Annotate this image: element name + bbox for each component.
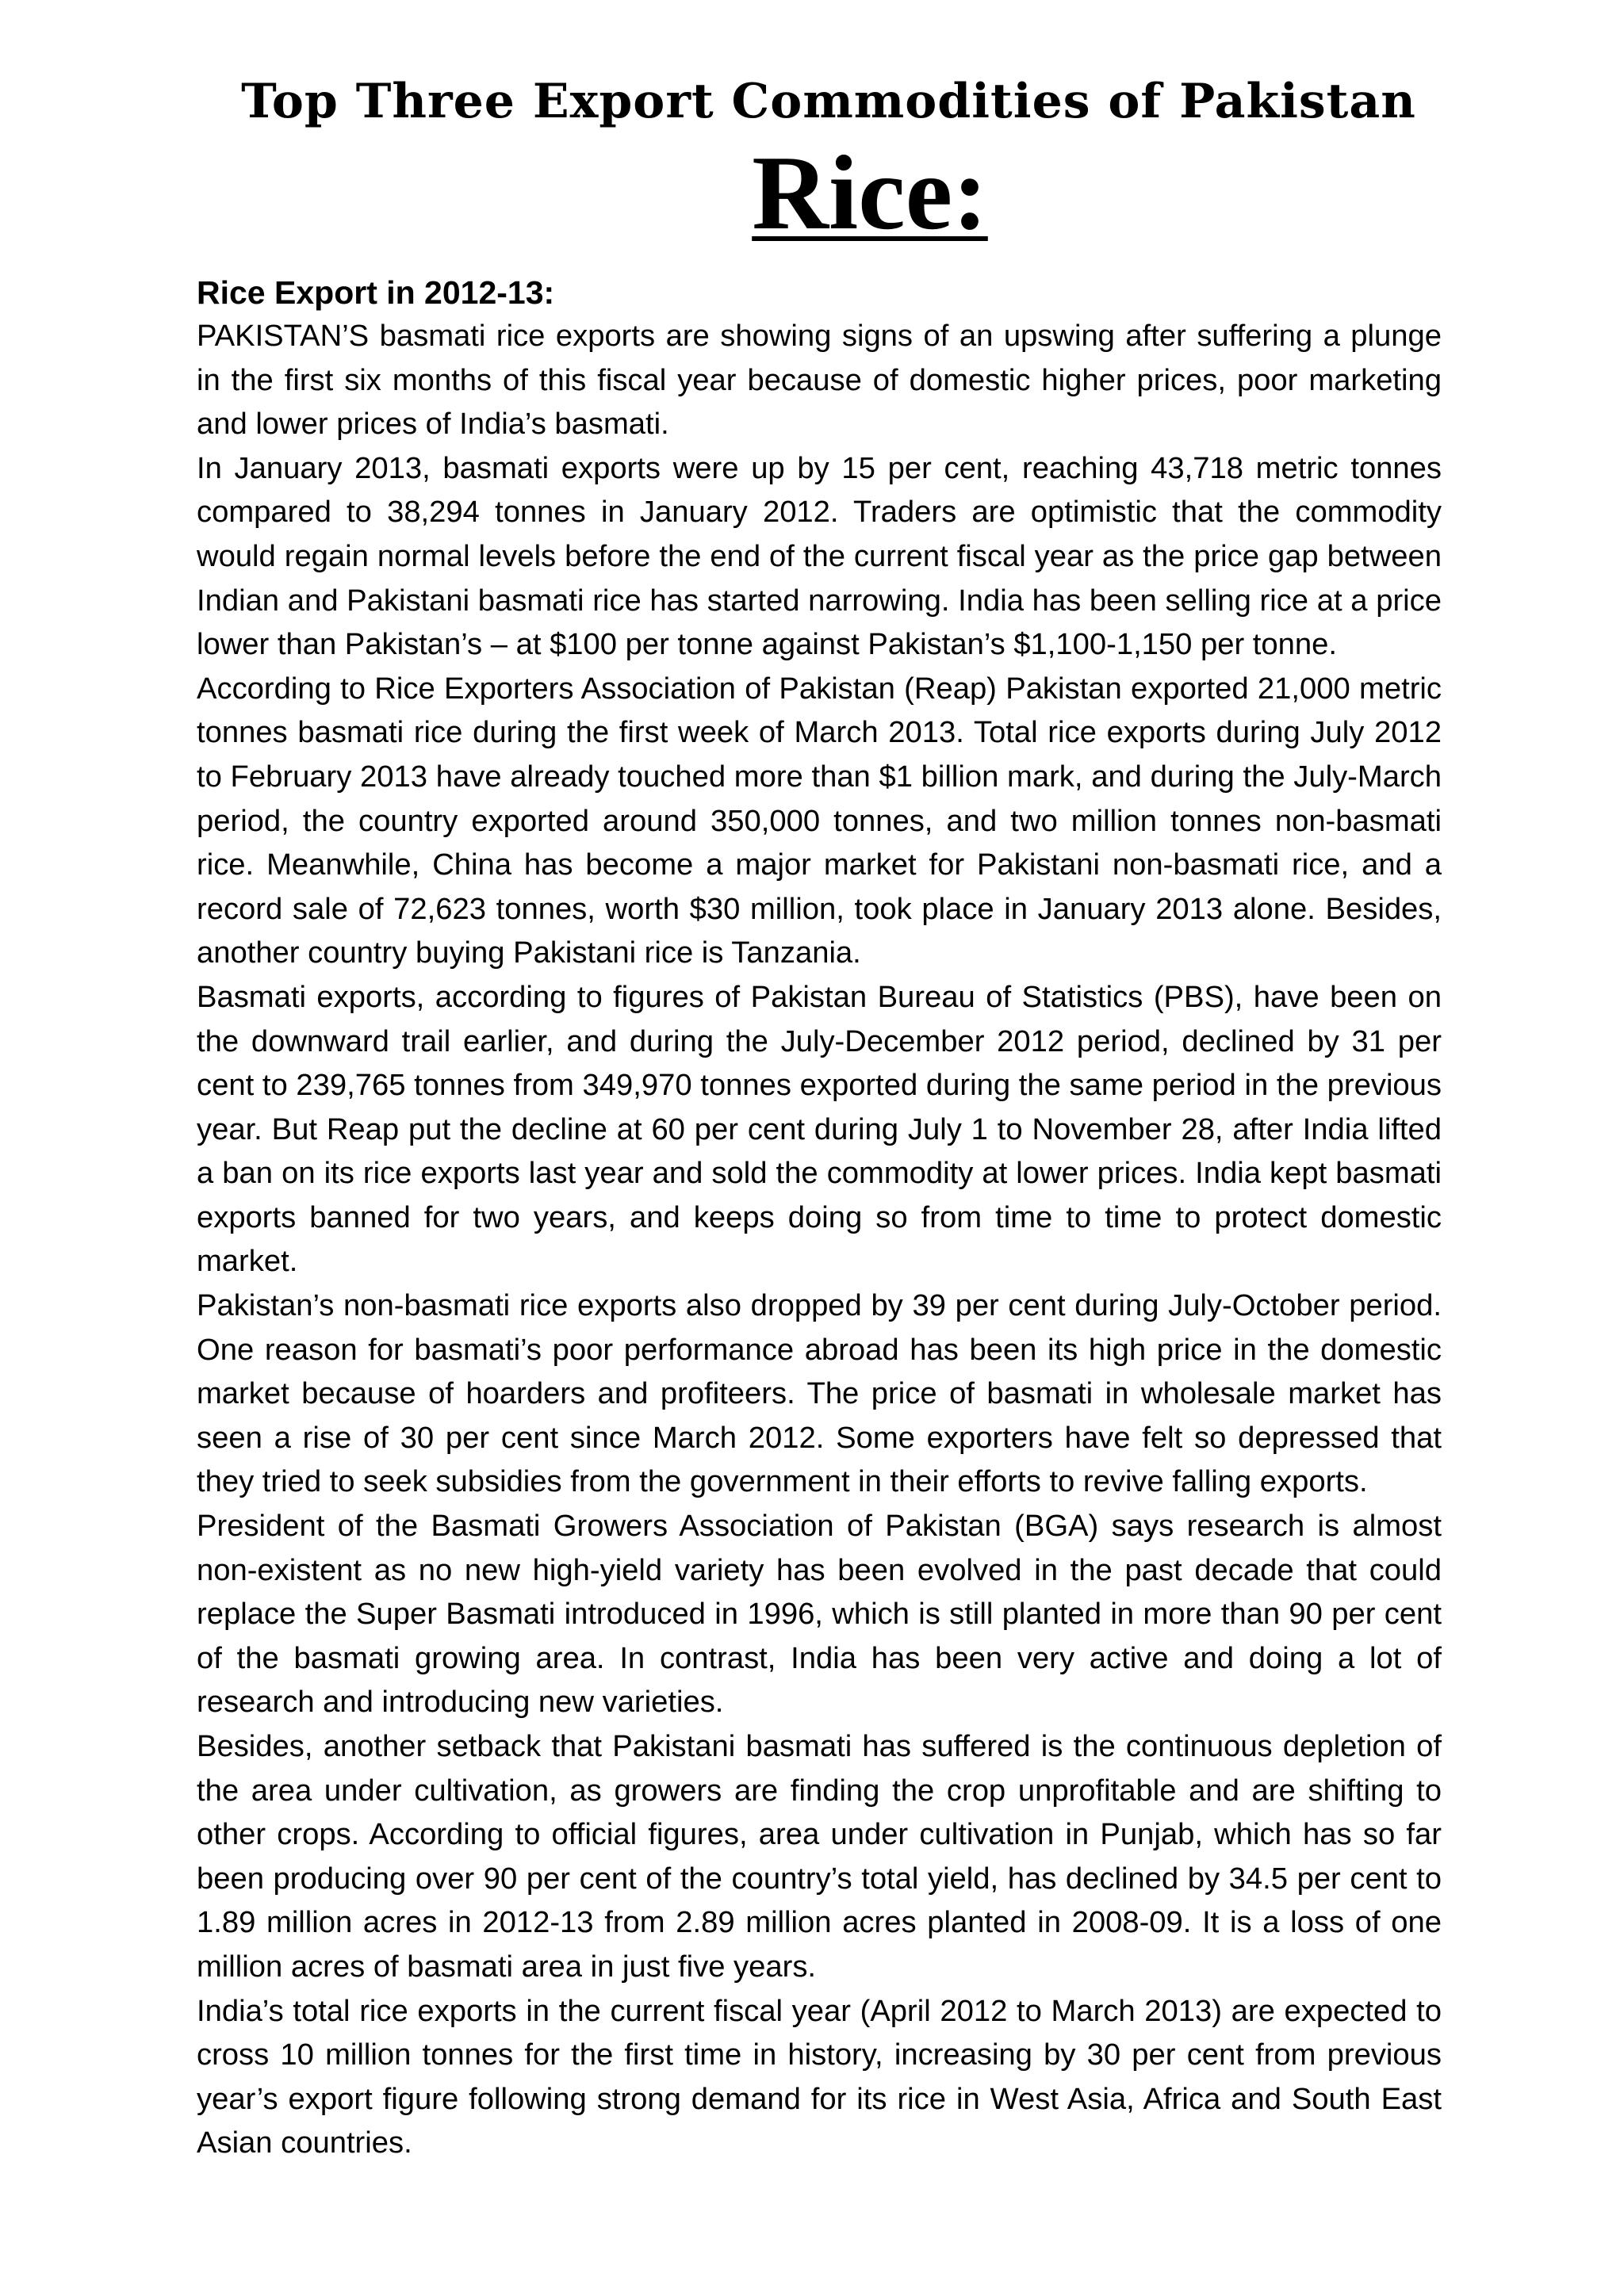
paragraph-7: Besides, another setback that Pakistani basmati has suffered is the continuous depletion of the area under cultivation, as growers are finding the crop unprofitable and are shifting to other crops. According to official figures, area under cultivation in Punjab, which has so far been producing over 90 per cent of the country’s total yield, has declined by 34.5 per cent to 1.89 million acres in 2012-13 from 2.89 million acres planted in 2008-09. It is a loss of one million acres of basmati area in just five years.: [197, 1729, 1442, 1984]
section-title-text: Rice:: [752, 134, 988, 251]
document-title: Top Three Export Commodities of Pakistan: [241, 74, 1416, 129]
paragraph-8: India’s total rice exports in the current fiscal year (April 2012 to March 2013) are expected to cross 10 million tonnes for the first time in history, increasing by 30 per cent from previous year’s export figure following strong demand for its rice in West Asia, Africa and South East Asian countries.: [197, 1993, 1442, 2160]
document-page: [197, 70, 1442, 2165]
paragraph-6: President of the Basmati Growers Association of Pakistan (BGA) says research is almost non-existent as no new high-yield variety has been evolved in the past decade that could replace the Super Basmati introduced in 1996, which is still planted in more than 90 per cent of the basmati growing area. In contrast, India has been very active and doing a lot of research and introducing new varieties.: [197, 1509, 1442, 1720]
paragraph-4: Basmati exports, according to figures of Pakistan Bureau of Statistics (PBS), have been on the downward trail earlier, and during the July-December 2012 period, declined by 31 per cent to 239,765 tonnes from 349,970 tonnes exported during the same period in the previous year. But Reap put the decline at 60 per cent during July 1 to November 28, after India lifted a ban on its rice exports last year and sold the commodity at lower prices. India kept basmati exports banned for two years, and keeps doing so from time to time to protect domestic market.: [197, 979, 1442, 1279]
section-title: [197, 133, 1442, 252]
subheading: Rice Export in 2012-13:: [197, 274, 555, 311]
paragraph-5: Pakistan’s non-basmati rice exports also dropped by 39 per cent during July-October period. One reason for basmati’s poor performance abroad has been its high price in the domestic market because of hoarders and profiteers. The price of basmati in wholesale market has seen a rise of 30 per cent since March 2012. Some exporters have felt so depressed that they tried to seek subsidies from the government in their efforts to revive falling exports.: [197, 1288, 1442, 1499]
paragraph-2: In January 2013, basmati exports were up by 15 per cent, reaching 43,718 metric tonnes compared to 38,294 tonnes in January 2012. Traders are optimistic that the commodity would regain normal levels before the end of the current fiscal year as the price gap between Indian and Pakistani basmati rice has started narrowing. India has been selling rice at a price lower than Pakistan’s – at $100 per tonne against Pakistan’s $1,100-1,150 per tonne.: [197, 450, 1442, 662]
paragraph-3: According to Rice Exporters Association of Pakistan (Reap) Pakistan exported 21,000 metric tonnes basmati rice during the first week of March 2013. Total rice exports during July 2012 to February 2013 have already touched more than $1 billion mark, and during the July-March period, the country exported around 350,000 tonnes, and two million tonnes non-basmati rice. Meanwhile, China has become a major market for Pakistani non-basmati rice, and a record sale of 72,623 tonnes, worth $30 million, took place in January 2013 alone. Besides, another country buying Pakistani rice is Tanzania.: [197, 671, 1442, 970]
paragraph-1: PAKISTAN’S basmati rice exports are showing signs of an upswing after suffering a plunge in the first six months of this fiscal year because of domestic higher prices, poor marketing and lower prices of India’s basmati.: [197, 319, 1442, 442]
